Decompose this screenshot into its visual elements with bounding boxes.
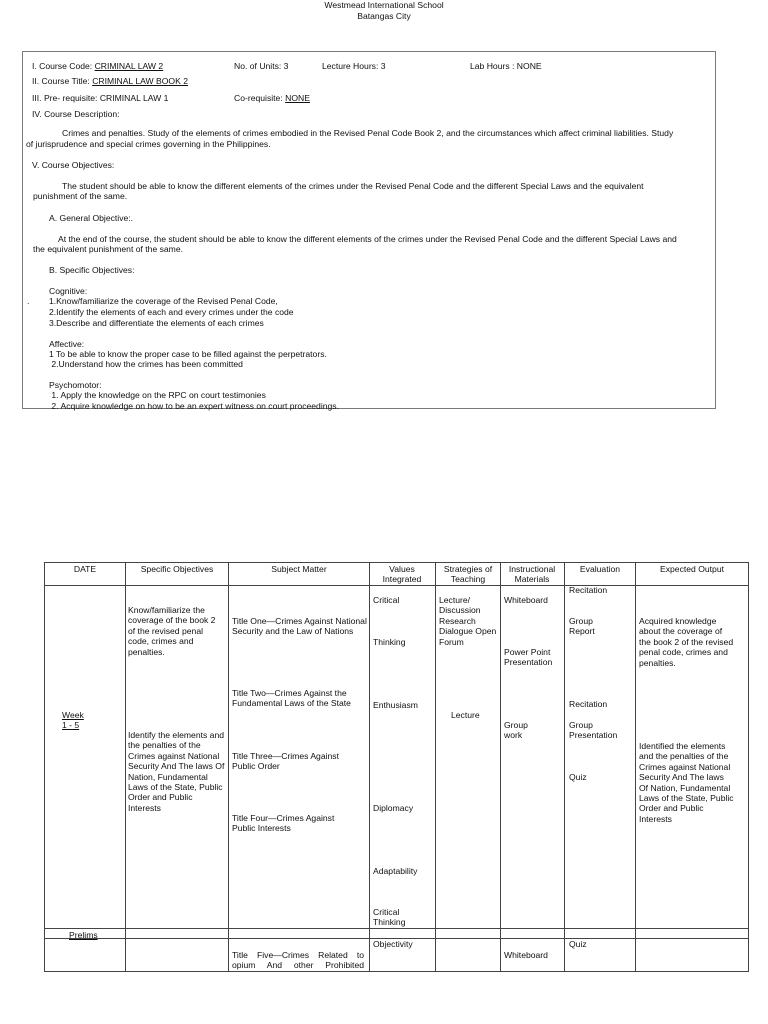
psychomotor-item: 2. Acquire knowledge on how to be an expert witness on court proceedings.: [49, 401, 339, 411]
corequisite-row: [234, 93, 310, 103]
header-instructional-materials: Instructional Materials: [508, 564, 556, 585]
header-values-integrated: Values Integrated: [382, 564, 422, 585]
value-item: Critical: [373, 595, 400, 605]
material-item: Group work: [504, 720, 528, 741]
objectives-heading: V. Course Objectives:: [32, 160, 115, 170]
material-item: Whiteboard: [504, 950, 548, 960]
value-item: Objectivity: [373, 939, 413, 949]
table-rule: [500, 562, 501, 972]
table-rule: [44, 562, 749, 563]
description-line-2: of jurisprudence and special crimes governing in the Philippines.: [26, 139, 271, 149]
table-rule: [125, 562, 126, 972]
general-objective-line-1: At the end of the course, the student should be able to know the different elements of the crimes under the Revised Penal Code and the different Special Laws and: [58, 234, 677, 244]
subject-item: Title One—Crimes Against National Security and the Law of Nations: [232, 616, 367, 637]
course-code-row: [32, 61, 163, 71]
school-city: Batangas City: [357, 10, 411, 21]
affective-item: 1 To be able to know the proper case to be filled against the perpetrators.: [49, 349, 327, 359]
header-subject-matter: Subject Matter: [271, 564, 327, 574]
cognitive-heading: Cognitive:: [49, 286, 88, 296]
corequisite-label: Co-requisite:: [234, 93, 283, 103]
course-title-value: CRIMINAL LAW BOOK 2: [92, 76, 189, 86]
strategy-item: Lecture: [451, 710, 480, 720]
cognitive-item: 2.Identify the elements of each and every crimes under the code: [49, 307, 294, 317]
psychomotor-heading: Psychomotor:: [49, 380, 102, 390]
evaluation-item: Recitation: [569, 585, 608, 595]
subject-item: Title Two—Crimes Against the Fundamental Laws of the State: [232, 688, 351, 709]
material-item: Power Point Presentation: [504, 647, 553, 668]
objective-item: Identify the elements and the penalties of the Crimes against National Security And The laws Of Nation, Fundamental Laws of the State, Public Order and Public Interests: [128, 730, 225, 813]
course-code-label: I. Course Code:: [32, 61, 93, 71]
evaluation-item: Group Report: [569, 616, 595, 637]
output-item: Identified the elements and the penalties of the Crimes against National Security And The laws Of Nation, Fundamental Laws of the State, Public Order and Public Interests: [639, 741, 734, 824]
objectives-line-1: The student should be able to know the different elements of the crimes under the Revised Penal Code and the different Special Laws and the equivalent: [62, 181, 644, 191]
course-title-row: [32, 76, 188, 86]
value-item: Adaptability: [373, 866, 418, 876]
units: No. of Units: 3: [234, 61, 289, 71]
cognitive-bullet: .: [27, 296, 30, 306]
table-rule: [369, 562, 370, 972]
objectives-line-2: punishment of the same.: [33, 191, 128, 201]
output-item: Acquired knowledge about the coverage of the book 2 of the revised penal code, crimes and penalties.: [639, 616, 734, 668]
corequisite-value: NONE: [285, 93, 310, 103]
prelims-label: Prelims: [69, 930, 98, 940]
week-label: Week 1 - 5: [62, 710, 84, 731]
subject-item: Title Five—Crimes Related to opium And other Prohibited: [232, 950, 364, 971]
value-item: Critical Thinking: [373, 907, 406, 928]
evaluation-item: Recitation: [569, 699, 608, 709]
evaluation-item: Quiz: [569, 772, 587, 782]
table-rule: [435, 562, 436, 972]
school-name: Westmead International School: [324, 0, 444, 10]
description-heading: IV. Course Description:: [32, 109, 120, 119]
value-item: Diplomacy: [373, 803, 414, 813]
affective-heading: Affective:: [49, 339, 85, 349]
table-rule: [44, 971, 749, 972]
strategy-item: Lecture/ Discussion Research Dialogue Open Forum: [439, 595, 497, 647]
subject-item: Title Three—Crimes Against Public Order: [232, 751, 339, 772]
psychomotor-item: 1. Apply the knowledge on the RPC on court testimonies: [49, 390, 266, 400]
course-code-value: CRIMINAL LAW 2: [94, 61, 164, 71]
header-evaluation: Evaluation: [579, 564, 621, 574]
prerequisite: III. Pre- requisite: CRIMINAL LAW 1: [32, 93, 169, 103]
table-rule: [44, 585, 749, 586]
objective-item: Know/familiarize the coverage of the book 2 of the revised penal code, crimes and penalties.: [128, 605, 216, 657]
affective-item: 2.Understand how the crimes has been committed: [49, 359, 243, 369]
general-objective-heading: A. General Objective:.: [49, 213, 134, 223]
cognitive-item: 1.Know/familiarize the coverage of the Revised Penal Code,: [49, 296, 278, 306]
lab-hours: Lab Hours : NONE: [470, 61, 542, 71]
header-date: DATE: [73, 564, 97, 574]
table-rule: [44, 562, 45, 972]
table-rule: [635, 562, 636, 972]
lecture-hours: Lecture Hours: 3: [322, 61, 386, 71]
header-expected-output: Expected Output: [659, 564, 725, 574]
school-header: [0, 0, 768, 21]
cognitive-item: 3.Describe and differentiate the elements of each crimes: [49, 318, 264, 328]
subject-item: Title Four—Crimes Against Public Interests: [232, 813, 335, 834]
material-item: Whiteboard: [504, 595, 548, 605]
table-rule: [228, 562, 229, 972]
general-objective-line-2: the equivalent punishment of the same.: [33, 244, 184, 254]
evaluation-item: Group Presentation: [569, 720, 618, 741]
specific-objectives-heading: B. Specific Objectives:: [49, 265, 135, 275]
table-rule: [564, 562, 565, 972]
value-item: Enthusiasm: [373, 700, 418, 710]
evaluation-item: Quiz: [569, 939, 587, 949]
header-specific-objectives: Specific Objectives: [140, 564, 214, 574]
course-title-label: II. Course Title:: [32, 76, 90, 86]
description-line-1: Crimes and penalties. Study of the elements of crimes embodied in the Revised Penal Code Book 2, and the circumstances which affect criminal liabilities. Study: [62, 128, 674, 138]
table-rule: [44, 928, 749, 929]
table-rule: [748, 562, 749, 972]
value-item: Thinking: [373, 637, 406, 647]
header-strategies: Strategies of Teaching: [443, 564, 493, 585]
